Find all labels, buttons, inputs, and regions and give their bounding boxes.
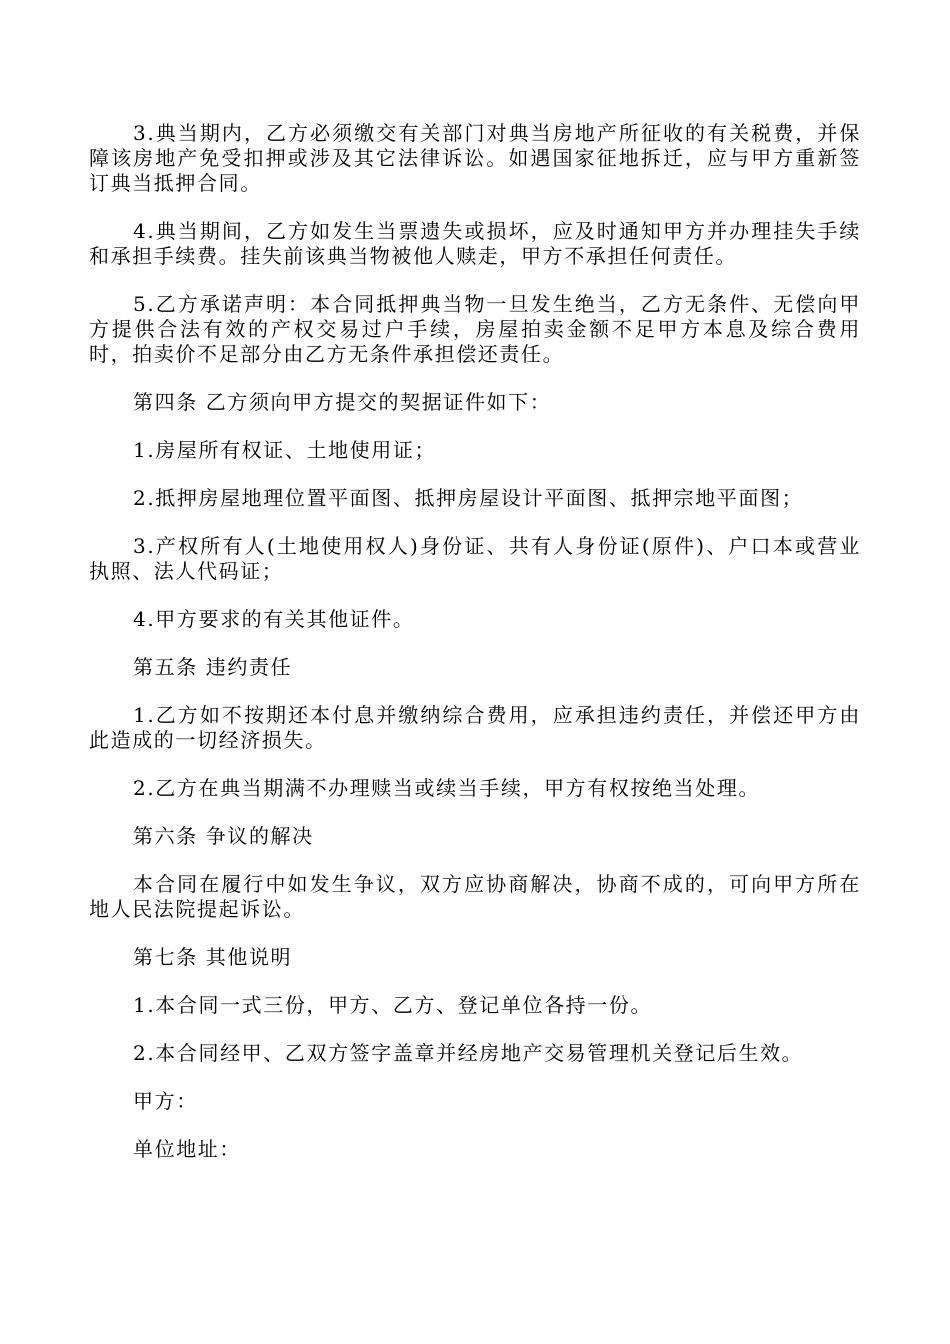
- article-6-heading: 第六条 争议的解决: [133, 824, 314, 848]
- clause-3-4-paragraph: 4.典当期间，乙方如发生当票遗失或损坏，应及时通知甲方并办理挂失手续和承担手续费。挂失前该典当物被他人赎走，甲方不承担任何责任。: [89, 219, 861, 268]
- clause-7-1-paragraph: 1.本合同一式三份，甲方、乙方、登记单位各持一份。: [133, 993, 653, 1017]
- document-body: [89, 121, 861, 1185]
- clause-4-4-paragraph: 4.甲方要求的有关其他证件。: [133, 607, 415, 631]
- clause-4-3-paragraph: 3.产权所有人(土地使用权人)身份证、共有人身份证(原件)、户口本或营业执照、法人代码证；: [89, 534, 861, 583]
- clause-6-paragraph: 本合同在履行中如发生争议，双方应协商解决，协商不成的，可向甲方所在地人民法院提起诉讼。: [89, 872, 861, 921]
- article-7-heading: 第七条 其他说明: [133, 945, 293, 969]
- clause-5-1-paragraph: 1.乙方如不按期还本付息并缴纳综合费用，应承担违约责任，并偿还甲方由此造成的一切经济损失。: [89, 703, 861, 752]
- article-5-heading: 第五条 违约责任: [133, 655, 293, 679]
- unit-address-label: 单位地址：: [133, 1137, 241, 1161]
- party-a-label: 甲方：: [133, 1089, 198, 1113]
- clause-3-3-paragraph: 3.典当期内，乙方必须缴交有关部门对典当房地产所征收的有关税费，并保障该房地产免受扣押或涉及其它法律诉讼。如遇国家征地拆迁，应与甲方重新签订典当抵押合同。: [89, 121, 861, 195]
- clause-5-2-paragraph: 2.乙方在典当期满不办理赎当或续当手续，甲方有权按绝当处理。: [133, 776, 761, 800]
- clause-4-1-paragraph: 1.房屋所有权证、土地使用证；: [133, 438, 437, 462]
- clause-4-2-paragraph: 2.抵押房屋地理位置平面图、抵押房屋设计平面图、抵押宗地平面图；: [133, 486, 804, 510]
- clause-7-2-paragraph: 2.本合同经甲、乙双方签字盖章并经房地产交易管理机关登记后生效。: [133, 1041, 804, 1065]
- article-4-heading: 第四条 乙方须向甲方提交的契据证件如下：: [133, 390, 552, 414]
- clause-3-5-paragraph: 5.乙方承诺声明：本合同抵押典当物一旦发生绝当，乙方无条件、无偿向甲方提供合法有效的产权交易过户手续，房屋拍卖金额不足甲方本息及综合费用时，拍卖价不足部分由乙方无条件承担偿还责任。: [89, 292, 861, 366]
